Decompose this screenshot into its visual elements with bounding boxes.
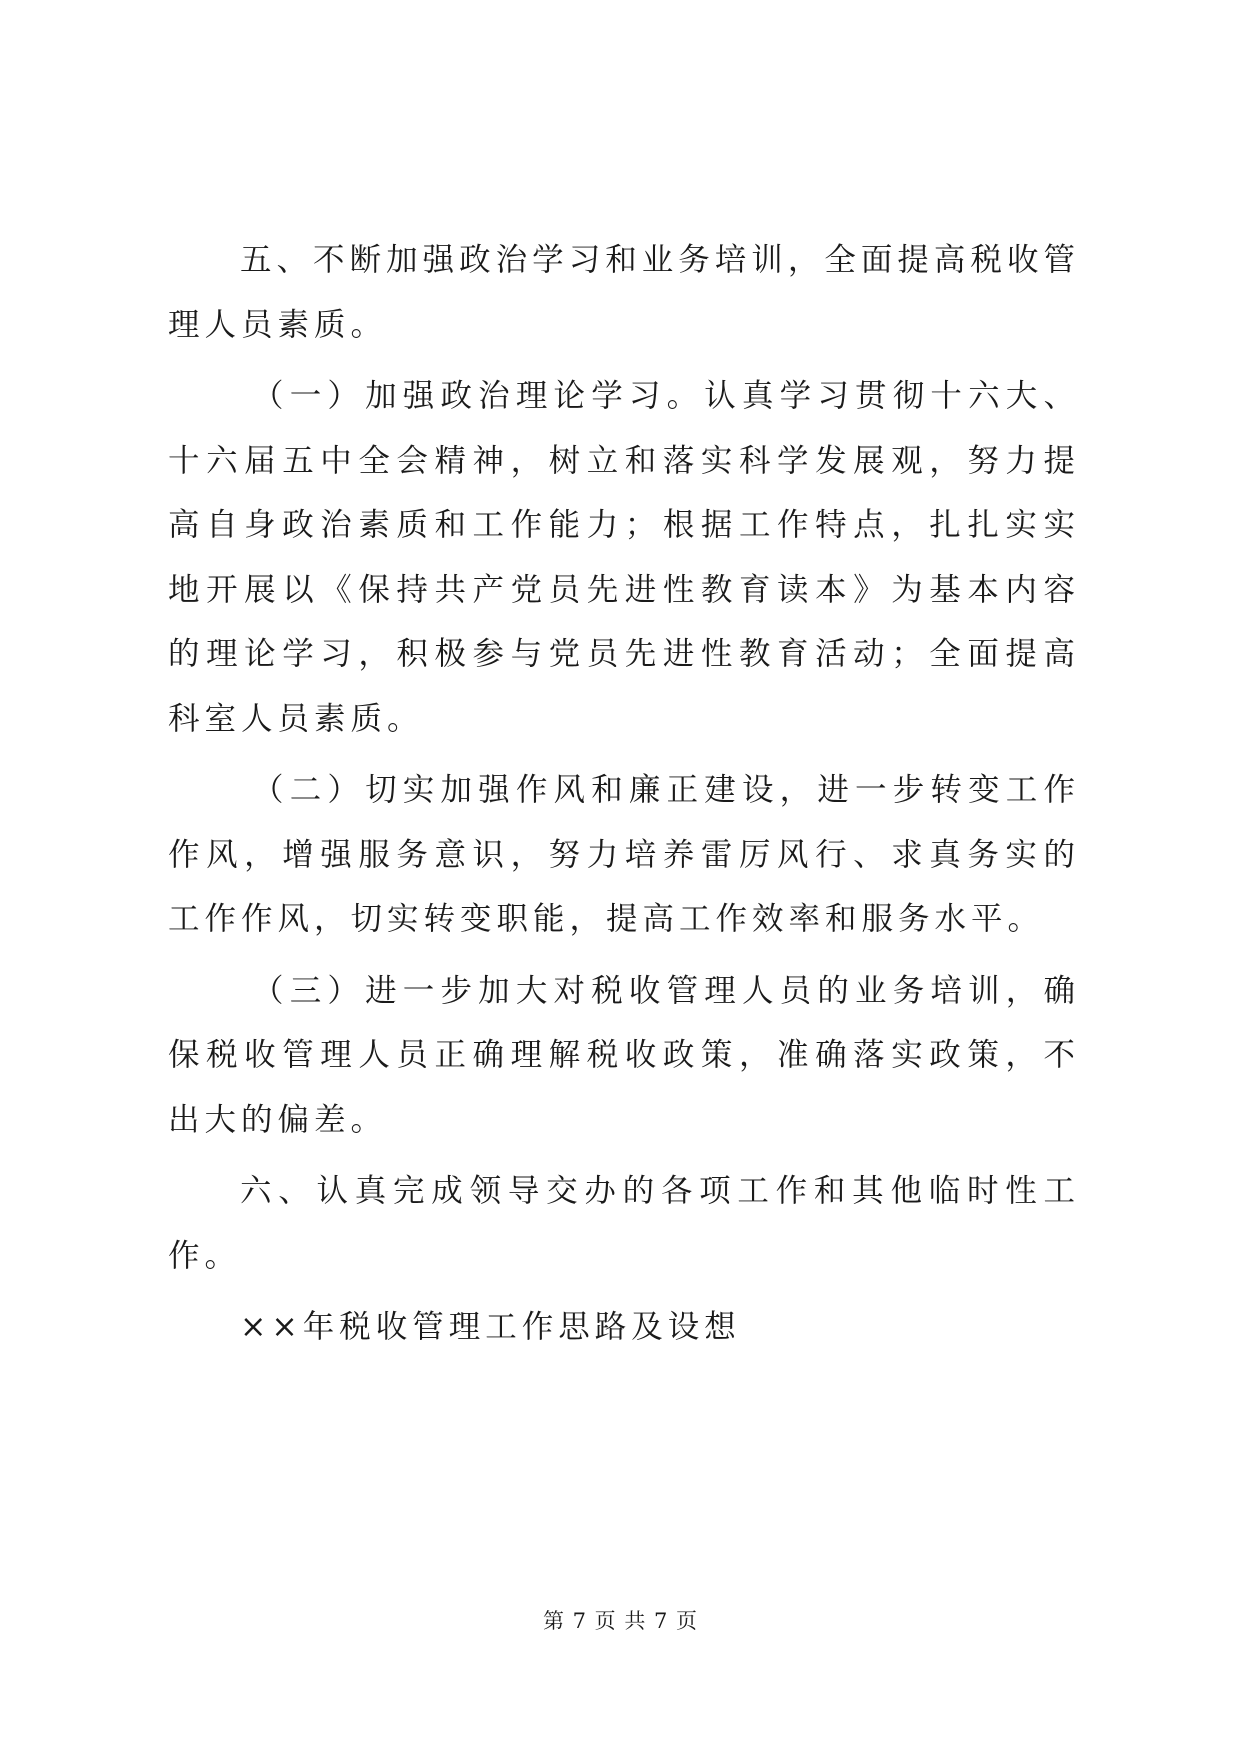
paragraph-section-six: 六、认真完成领导交办的各项工作和其他临时性工作。 <box>168 1173 1080 1274</box>
paragraph-section-five: 五、不断加强政治学习和业务培训，全面提高税收管理人员素质。 <box>168 242 1080 343</box>
paragraph-item-one: （一）加强政治理论学习。认真学习贯彻十六大、十六届五中全会精神，树立和落实科学发展观，努力提高自身政治素质和工作能力；根据工作特点，扎扎实实地开展以《保持共产党员先进性教育读本》为基本内容的理论学习，积极参与党员先进性教育活动；全面提高科室人员素质。 <box>168 378 1080 737</box>
paragraph-item-two: （二）切实加强作风和廉正建设，进一步转变工作作风，增强服务意识，努力培养雷厉风行、求真务实的工作作风，切实转变职能，提高工作效率和服务水平。 <box>168 772 1080 937</box>
paragraph-item-three: （三）进一步加大对税收管理人员的业务培训，确保税收管理人员正确理解税收政策，准确落实政策，不出大的偏差。 <box>168 972 1080 1138</box>
document-body <box>168 228 1080 1367</box>
page-number-label: 第 7 页 共 7 页 <box>542 1609 699 1633</box>
paragraph-next-title: ××年税收管理工作思路及设想 <box>240 1309 741 1345</box>
page-footer <box>0 1606 1241 1636</box>
